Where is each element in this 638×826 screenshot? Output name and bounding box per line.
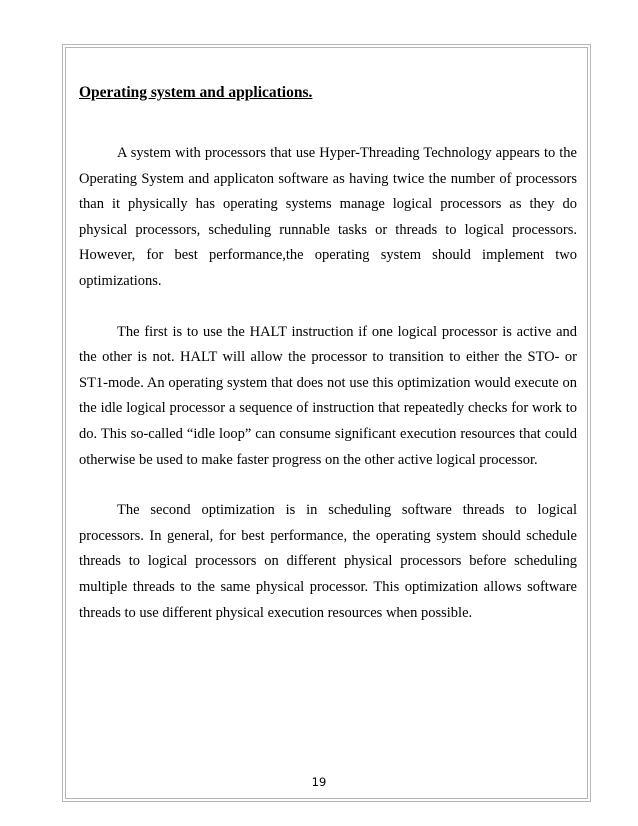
paragraph-2: The first is to use the HALT instruction if one logical processor is active and the other is not. HALT will allow the processor to transition to either the STO- or ST1-mode. An operating system that does not use this optimization would execute on the idle logical processor a sequence of instruction that repeatedly checks for work to do. This so-called “idle loop” can consume significant execution resources that could otherwise be used to make faster progress on the other active logical processor. (79, 323, 577, 468)
paragraph-3: The second optimization is in scheduling software threads to logical processors. In general, for best performance, the operating system should schedule threads to logical processors on different physical processors before scheduling multiple threads to the same physical processor. This optimization allows software threads to use different physical execution resources when possible. (79, 502, 577, 621)
paragraph-1: A system with processors that use Hyper-Threading Technology appears to the Operating System and applicaton software as having twice the number of processors than it physically has operating systems manage logical processors as they do physical processors, scheduling runnable tasks or threads to logical processors. However, for best performance,the operating system should implement two optimizations. (79, 145, 577, 289)
section-heading: Operating system and applications. (79, 84, 313, 101)
document-body (79, 82, 577, 651)
page-number: 19 (311, 775, 327, 789)
